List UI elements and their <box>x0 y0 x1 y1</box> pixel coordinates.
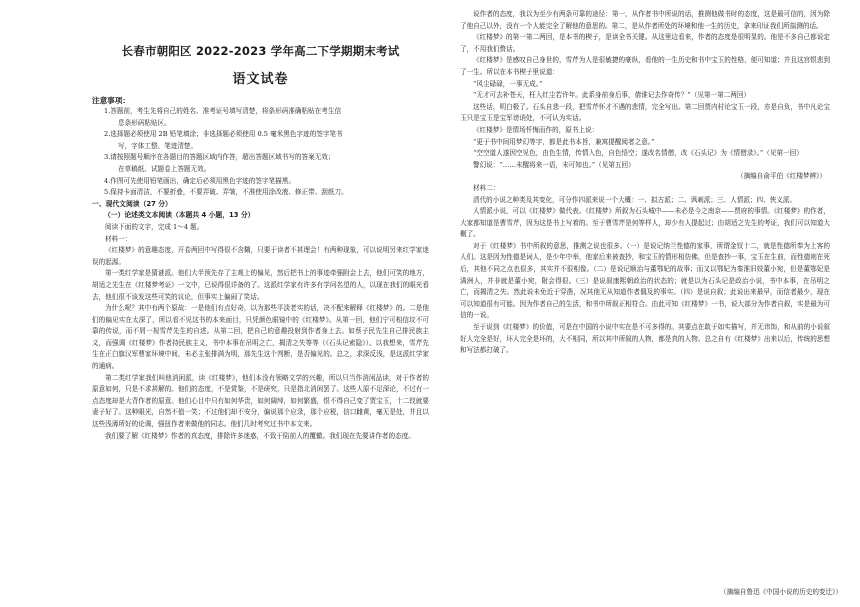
passage-paragraph: 第二类红学家我们叫他消闲派，读《红楼梦》，他们本没有领略文学的兴趣，所以只当作消闲品读，对于作者的原意如何，只是不求甚解的。他们的态度，不是赏鉴，不是研究，只是指北消闲罢了。这些人原不足深论，不过有一点态度却是大背作者的原意。他们心目中只有如何华贵，如何阔绰，如何繁盛，恨不得自己变了贾宝玉，十二钗就要妻子好了。这种眼光，自然不值一笑；不过他们却不安分，偏说那个应录，那个应税，信口雌黄，毫无是处，并且以这些浅薄所好的论调，强扭作者来做他的同志。他们几时考究过书中本文来。 <box>92 373 429 429</box>
passage-paragraph: 为什么呢？其中有两个原故：一是他们有点好奇，以为那些平淡老实的话，决不配来解释《红楼梦》的。二是他们的偏见实在太深了，所以看不见这书的本来面目，只凭颜色眼镜中的《红楼梦》。从第一回，他们宁可相信坟不可靠的传说，而不屑一视雪芹先生的自述。从第二回，把自己的意趣投射到作者身上去。如蔡子民先生自己排民族主义，而强调《红楼梦》作者持民族主义，书中本事在吊明之亡，揭清之失等等（《石头记索隐》）。以我想来，雪芹先生在正白旗汉军曹家环境中间，未必主张排满为明，那先生这个判断，是否偏见的。总之，求深反浅，是这派红学家的通病。 <box>92 304 429 371</box>
right-column <box>460 0 830 607</box>
quote-line: “无才可去补苍天，枉入红尘若许年。此系身前身后事，倩谁记去作奇传？”（见第一第二两回） <box>473 91 751 100</box>
quote-line: “空空道人遂因空见色，由色生情，传情入色，自色悟空；遂改名情僧，改《石头记》为《情僧录》。”（见第一回） <box>473 149 803 158</box>
notice-item: 3.请按照题号顺序在各题目的答题区域内作答，超出答题区域书写的答案无效； 在草稿纸、试题卷上答题无效。 <box>104 153 335 173</box>
passage-paragraph: 清代的小说之种类及其变化，可分作四派来说一个大概：一、拟古派；二、讽刺派；三、人情派；四、侠义派。 <box>473 195 797 204</box>
notice-item: 4.作图可先使用铅笔画出，确定后必须用黑色字迹的签字笔描黑。 <box>104 176 295 185</box>
quote-line: “更于书中间用梦幻等字，都是此书本旨，兼寓提醒阅者之意。” <box>473 137 655 146</box>
passage-paragraph: 人情派小说，可以《红楼梦》做代表。《红楼梦》所叙为石头城中——未必是今之南京——贾府的事情。《红楼梦》的作者，大家都知道是曹雪芹，因为这是书上写着的。至于曹雪芹是何等样人，却少有人提起过；由胡适之先生的考证，我们可以知道大概了。 <box>460 207 830 239</box>
right-column-body <box>460 9 830 357</box>
exam-title: 长春市朝阳区 2022-2023 学年高二下学期期末考试 <box>121 44 400 58</box>
passage-paragraph: 说作者的态度，我以为至少有两条可靠的途径：第一，从作者书中所说的话，推测他做书时的态度，这是最可信的，因为除了他自己以外，没有一个人能完全了解他的意思的。第二，是从作者所处的环境和他一生的历史，拿来印证我们所揣测的话。 <box>460 10 830 30</box>
passage-paragraph: 至于说到《红楼梦》的价值，可是在中国的小说中实在是不可多得的。其要点在敢于如实描写，并无讳饰，和从前的小说叙好人完全是好，坏人完全是坏的，大不相同，所以其中所叙的人物，都是真的人物。总之自有《红楼梦》出来以后，传统的思想和写法都打破了。 <box>460 323 830 355</box>
source-citation: （摘编自俞平伯《红楼梦辨》） <box>736 172 826 181</box>
passage-paragraph: 我们要了解《红楼梦》作者的真态度，排除许多迷惑，不致于陷前人的覆辙。我们现在先要讲作者的态度。 <box>105 431 415 440</box>
passage-paragraph: 这些话，明白极了。石头自悲一段，把雪芹怀才不遇的悲情，完全写出。第二回贾内村论宝玉一段，亦是自负，书中凡论宝玉只是宝玉是宝军谤诮处，不可认为实话。 <box>460 102 830 123</box>
material-label: 材料二： <box>473 183 500 192</box>
notice-item: 5.保持卡面清洁，不要折叠，不要弄破、弄皱，不准使用涂改液、修正带、刮纸刀。 <box>104 188 348 197</box>
source-citation-bottom: （摘编自鲁迅《中国小说的历史的变迁》） <box>720 588 842 596</box>
passage-paragraph: 《红楼梦》是感叹自己身世的，雪芹为人是很敏捷的豪纵，看他的一生历史和书中宝玉的性格，便可知道；并且这宫恨悲到了一生。所以在本书楔子里说道： <box>460 56 830 76</box>
notice-item: 1.答题前，考生先将自己的姓名、准考证号填写清楚，将条形码准确粘贴在考生信 息条形码粘贴区。 <box>104 107 342 127</box>
passage-paragraph: 《红楼梦》是情场忏悔而作的，原书上说： <box>473 125 599 134</box>
passage-paragraph: 对于《红楼梦》书中所叙的意思，推测之说也很多。（一）是说记纳兰性德的家事，所谓金钗十二，就是性德所奉为上客的人们。这是因为性德是词人，是少年中举，他家后来被查抄，和宝玉的情形相仿佛，但是查抄一事，宝玉在生前，而性德则在死后，其他不同之点也很多，其实并不很相像。（二）是说记顺治与董鄂妃的故事；而又以鄂妃为秦淮旧妓董小宛，但是董鄂妃是满洲人，并非就是董小宛，附会得很。（三）是说叙康熙朝政治的状态的；就是以为石头记是政治小说，书中本事，在吊明之亡，而揭清之失。然此说未免近于穿凿，况其他无从知道作者偶及的事实。（四）是说自叙；此说出来最早，而信者最少，现在可以知道很有可能。因为作者自己的生活，和书中所叙正相符合。由此可知《红楼梦》一书，说大部分为作者自叙，实是最为可信的一说。 <box>460 241 830 320</box>
section-heading: 一、现代文阅读（27 分） <box>92 199 172 208</box>
passage-paragraph: 第一类红学家是猜谜派。他们大半预先存了主观上的偏见，然后把书上的事迹牵强附会上去，他们可笑的地方，胡适之先生在《红楼梦考证》一文中，已说得很详备的了。这派红学家有许多有学问名望的人，以现在我们的眼光看去，他们很不该发这些可笑的议论，但事实上偏闹了笑话。 <box>92 269 429 301</box>
left-column <box>92 0 429 607</box>
exam-subject: 语文试卷 <box>232 72 289 87</box>
instruction-text: 阅读下面的文字，完成 1～4 题。 <box>105 222 204 231</box>
material-label: 材料一： <box>105 234 132 243</box>
subsection-heading: （一）论述类文本阅读（本题共 4 小题，13 分） <box>104 211 255 220</box>
notice-heading: 注意事项： <box>92 96 130 105</box>
quote-line: 警幻说：“……未醒将来一语，未可知也。”（见第五回） <box>473 160 635 169</box>
notice-list <box>92 106 429 199</box>
notice-item: 2.选择题必须使用 2B 铅笔填涂；非选择题必须使用 0.5 毫米黑色字迹的签字笔书 写，字体工整、笔迹清楚。 <box>104 130 343 150</box>
passage-paragraph: 《红楼梦》的第一第二两回，是本书的楔子，是读全书关键。从这里边看来，作者的态度是很明显的。他是不多自己都说定了，不用我们赘话。 <box>460 33 830 53</box>
passage-paragraph: 《红楼梦》的意趣态度，开卷两回中写得很不含糊，只要于读者不甚理会！有两种现象，可以说明另来红学家迷误的起源。 <box>92 246 429 266</box>
quote-line: “风尘碌碌，一事无成。” <box>473 79 543 88</box>
